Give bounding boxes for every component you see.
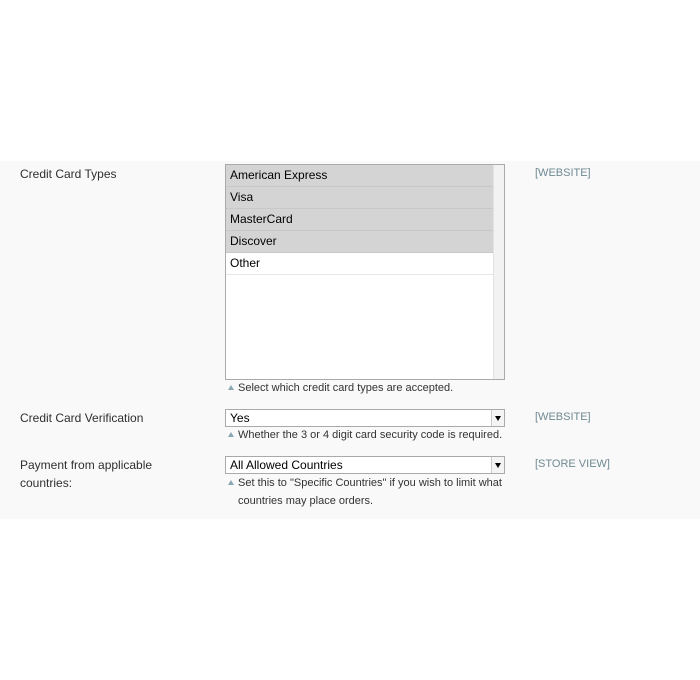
multiselect-scrollbar[interactable] xyxy=(493,165,504,379)
credit-card-type-option[interactable]: Visa xyxy=(226,187,493,209)
payment-countries-note xyxy=(226,474,506,510)
dropdown-button[interactable] xyxy=(491,457,504,473)
credit-card-verification-scope: [WEBSITE] xyxy=(535,411,591,423)
credit-card-verification-select[interactable] xyxy=(225,409,505,427)
credit-card-types-note xyxy=(226,379,511,397)
payment-countries-select[interactable] xyxy=(225,456,505,474)
credit-card-verification-label: Credit Card Verification xyxy=(20,411,144,425)
credit-card-verification-value: Yes xyxy=(230,411,250,425)
credit-card-types-multiselect[interactable] xyxy=(225,164,505,380)
note-arrow-icon xyxy=(228,480,234,485)
payment-countries-note-text: Set this to "Specific Countries" if you wish to limit what countries may place orders. xyxy=(238,477,502,507)
credit-card-types-label: Credit Card Types xyxy=(20,167,117,181)
credit-card-types-scope: [WEBSITE] xyxy=(535,167,591,179)
credit-card-types-note-text: Select which credit card types are accepted. xyxy=(238,382,454,394)
credit-card-verification-note xyxy=(226,426,511,444)
credit-card-verification-note-text: Whether the 3 or 4 digit card security code is required. xyxy=(238,429,503,441)
payment-countries-value: All Allowed Countries xyxy=(230,458,343,472)
dropdown-button[interactable] xyxy=(491,410,504,426)
credit-card-type-option[interactable]: American Express xyxy=(226,165,493,187)
note-arrow-icon xyxy=(228,385,234,390)
payment-countries-label: Payment from applicable countries: xyxy=(20,458,153,490)
note-arrow-icon xyxy=(228,432,234,437)
credit-card-types-options xyxy=(226,165,493,379)
credit-card-type-option[interactable]: MasterCard xyxy=(226,209,493,231)
chevron-down-icon xyxy=(495,416,501,421)
chevron-down-icon xyxy=(495,463,501,468)
payment-countries-scope: [STORE VIEW] xyxy=(535,458,610,470)
credit-card-type-option[interactable]: Discover xyxy=(226,231,493,253)
credit-card-type-option[interactable]: Other xyxy=(226,253,493,275)
